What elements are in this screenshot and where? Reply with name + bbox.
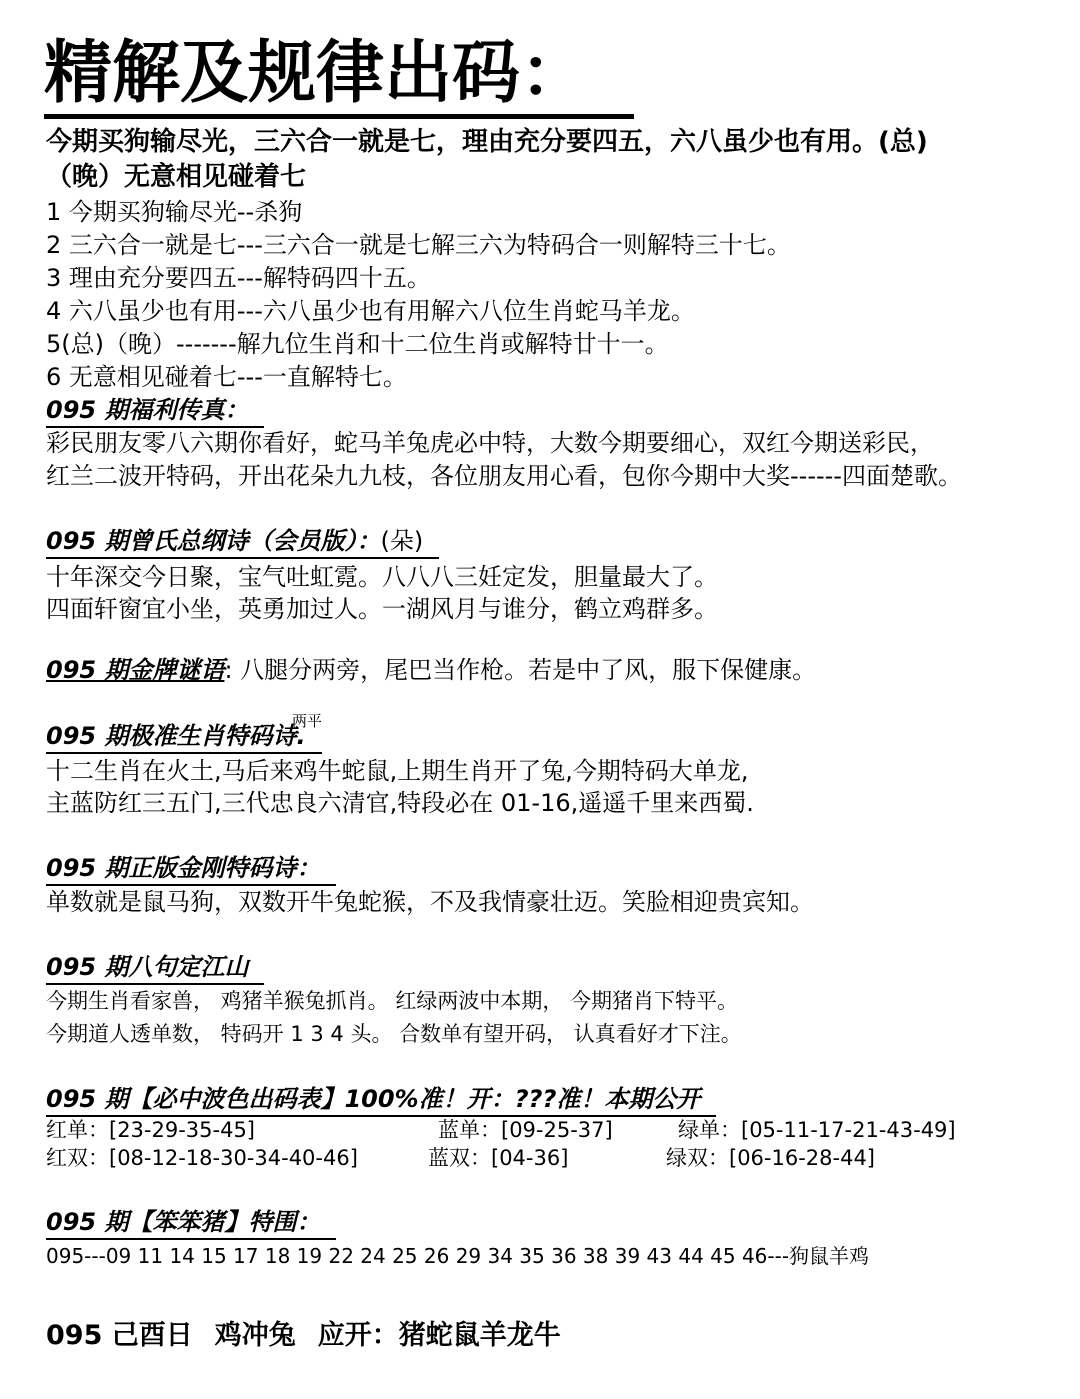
riddle-line-2: （晚）无意相见碰着七 [46, 162, 307, 192]
section-heading-jizhun: 095 期极准生肖特码诗. [46, 720, 322, 754]
section-heading-bose: 095 期【必中波色出码表】100%准！开：???准！本期公开 [46, 1083, 716, 1117]
riddle-item: 6 无意相见碰着七---一直解特七。 [46, 363, 407, 391]
zeng-heading-tail: (朵) [380, 527, 424, 555]
bose-lan-shuang: 蓝双：[04-36] [428, 1146, 569, 1170]
riddle-item: 3 理由充分要四五---解特码四十五。 [46, 264, 431, 292]
riddle-item: 5(总)（晚）-------解九位生肖和十二位生肖或解特廿十一。 [46, 330, 669, 358]
section-heading-fuli: 095 期福利传真： [46, 394, 264, 428]
zeng-line: 十年深交今日聚，宝气吐虹霓。八八八三妊定发，胆量最大了。 [46, 563, 718, 591]
riddle-item: 4 六八虽少也有用---六八虽少也有用解六八位生肖蛇马羊龙。 [46, 297, 695, 325]
section-heading-jinpai: 095 期金牌谜语 [46, 656, 225, 684]
jinpai-text: : 八腿分两旁，尾巴当作枪。若是中了风，服下保健康。 [224, 656, 817, 684]
section-heading-zeng [46, 525, 439, 559]
riddle-item: 1 今期买狗输尽光--杀狗 [46, 198, 303, 226]
page-title: 精解及规律出码： [44, 34, 634, 119]
zeng-heading-text: 095 期曾氏总纲诗（会员版）： [46, 527, 381, 555]
jizhun-overlay-text: 两平 [292, 712, 323, 730]
footer-clash: 鸡冲兔 [214, 1320, 296, 1351]
fuli-line: 彩民朋友零八六期你看好，蛇马羊兔虎必中特，大数今期要细心，双红今期送彩民， [46, 429, 934, 457]
footer-open: 应开：猪蛇鼠羊龙牛 [317, 1320, 561, 1351]
jingang-line: 单数就是鼠马狗，双数开牛兔蛇猴，不及我情豪壮迈。笑脸相迎贵宾知。 [46, 888, 814, 916]
bose-hong-shuang: 红双：[08-12-18-30-34-40-46] [46, 1146, 358, 1170]
bose-lv-dan: 绿单：[05-11-17-21-43-49] [678, 1118, 956, 1142]
bose-lan-dan: 蓝单：[09-25-37] [438, 1118, 613, 1142]
jizhun-line: 十二生肖在火土,马后来鸡牛蛇鼠,上期生肖开了兔,今期特码大单龙, [46, 757, 749, 785]
footer-day: 095 己酉日 [46, 1320, 193, 1351]
bose-lv-shuang: 绿双：[06-16-28-44] [666, 1146, 876, 1170]
tewei-numbers: 095---09 11 14 15 17 18 19 22 24 25 26 29 34 35 36 38 39 43 44 45 46---狗鼠羊鸡 [46, 1244, 870, 1268]
jizhun-line: 主蓝防红三五门,三代忠良六清官,特段必在 01-16,遥遥千里来西蜀. [46, 789, 754, 817]
zeng-line: 四面轩窗宜小坐，英勇加过人。一湖风月与谁分，鹤立鸡群多。 [46, 595, 718, 623]
bajue-line: 今期生肖看家兽， 鸡猪羊猴兔抓肖。 红绿两波中本期， 今期猪肖下特平。 [46, 989, 739, 1013]
bose-hong-dan: 红单：[23-29-35-45] [46, 1118, 256, 1142]
riddle-line-1: 今期买狗输尽光，三六合一就是七，理由充分要四五，六八虽少也有用。(总) [46, 127, 928, 157]
section-heading-tewei: 095 期【笨笨猪】特围： [46, 1206, 336, 1240]
riddle-item: 2 三六合一就是七---三六合一就是七解三六为特码合一则解特三十七。 [46, 231, 791, 259]
section-heading-jingang: 095 期正版金刚特码诗： [46, 852, 336, 886]
fuli-line: 红兰二波开特码，开出花朵九九枝，各位朋友用心看，包你今期中大奖------四面楚歌。 [46, 462, 962, 490]
section-heading-bajue: 095 期八句定江山 [46, 951, 264, 985]
footer-line [46, 1318, 583, 1354]
jinpai-row [46, 654, 816, 686]
bajue-line: 今期道人透单数， 特码开 1 3 4 头。 合数单有望开码， 认真看好才下注。 [46, 1022, 742, 1046]
